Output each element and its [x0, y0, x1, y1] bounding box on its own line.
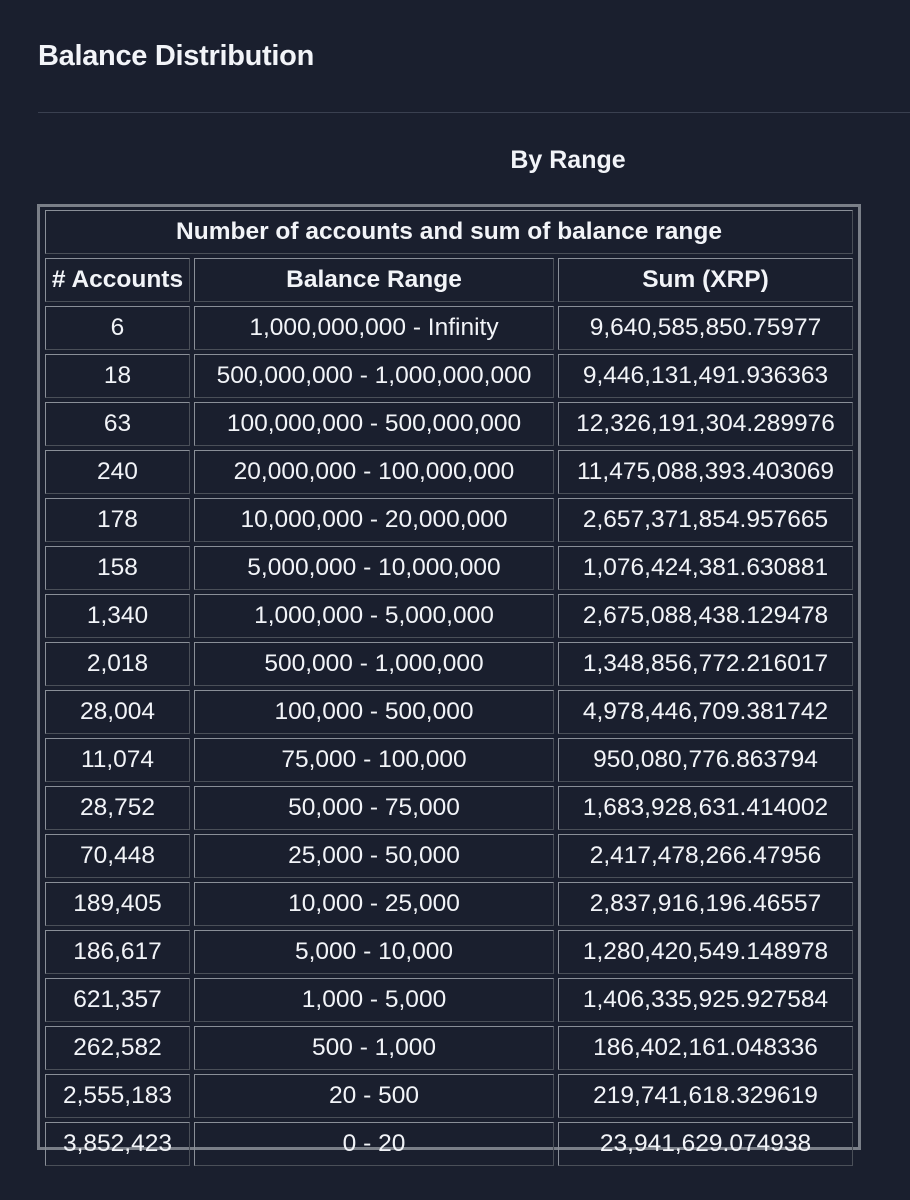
table-row [45, 978, 853, 1022]
column-header-accounts: # Accounts [45, 258, 190, 302]
cell-balance-range: 25,000 - 50,000 [194, 834, 554, 878]
table-row [45, 1074, 853, 1118]
section-title: By Range [510, 146, 626, 174]
column-header-balance-range: Balance Range [194, 258, 554, 302]
cell-balance-range: 5,000 - 10,000 [194, 930, 554, 974]
cell-balance-range: 5,000,000 - 10,000,000 [194, 546, 554, 590]
cell-balance-range: 1,000 - 5,000 [194, 978, 554, 1022]
cell-balance-range: 100,000 - 500,000 [194, 690, 554, 734]
cell-accounts: 28,752 [45, 786, 190, 830]
table-row [45, 882, 853, 926]
cell-sum: 1,076,424,381.630881 [558, 546, 853, 590]
cell-sum: 9,640,585,850.75977 [558, 306, 853, 350]
cell-accounts: 63 [45, 402, 190, 446]
page-title: Balance Distribution [38, 40, 314, 72]
cell-accounts: 2,555,183 [45, 1074, 190, 1118]
table-row [45, 402, 853, 446]
cell-sum: 9,446,131,491.936363 [558, 354, 853, 398]
table-row [45, 738, 853, 782]
table-row [45, 642, 853, 686]
table-row [45, 834, 853, 878]
cell-accounts: 240 [45, 450, 190, 494]
table-row [45, 546, 853, 590]
cell-sum: 11,475,088,393.403069 [558, 450, 853, 494]
cell-balance-range: 500 - 1,000 [194, 1026, 554, 1070]
title-divider [38, 112, 910, 113]
table-caption: Number of accounts and sum of balance range [45, 210, 853, 254]
cell-accounts: 70,448 [45, 834, 190, 878]
cell-sum: 1,348,856,772.216017 [558, 642, 853, 686]
table-caption-row [45, 210, 853, 254]
table-row [45, 786, 853, 830]
cell-balance-range: 10,000,000 - 20,000,000 [194, 498, 554, 542]
cell-balance-range: 1,000,000 - 5,000,000 [194, 594, 554, 638]
cell-accounts: 621,357 [45, 978, 190, 1022]
cell-balance-range: 50,000 - 75,000 [194, 786, 554, 830]
balance-distribution-table [37, 204, 861, 1157]
cell-balance-range: 20 - 500 [194, 1074, 554, 1118]
cell-accounts: 3,852,423 [45, 1122, 190, 1166]
cell-balance-range: 100,000,000 - 500,000,000 [194, 402, 554, 446]
cell-sum: 2,675,088,438.129478 [558, 594, 853, 638]
cell-accounts: 158 [45, 546, 190, 590]
table-row [45, 1026, 853, 1070]
table-row [45, 1122, 853, 1166]
cell-sum: 2,657,371,854.957665 [558, 498, 853, 542]
table-row [45, 498, 853, 542]
cell-accounts: 2,018 [45, 642, 190, 686]
cell-accounts: 6 [45, 306, 190, 350]
table-row [45, 690, 853, 734]
cell-accounts: 11,074 [45, 738, 190, 782]
table-row [45, 450, 853, 494]
cell-sum: 23,941,629.074938 [558, 1122, 853, 1166]
table-body [45, 306, 853, 1166]
cell-balance-range: 1,000,000,000 - Infinity [194, 306, 554, 350]
table-row [45, 354, 853, 398]
cell-balance-range: 500,000,000 - 1,000,000,000 [194, 354, 554, 398]
cell-sum: 950,080,776.863794 [558, 738, 853, 782]
column-header-sum: Sum (XRP) [558, 258, 853, 302]
table-row [45, 930, 853, 974]
cell-balance-range: 10,000 - 25,000 [194, 882, 554, 926]
table-row [45, 594, 853, 638]
cell-sum: 186,402,161.048336 [558, 1026, 853, 1070]
cell-balance-range: 75,000 - 100,000 [194, 738, 554, 782]
cell-accounts: 189,405 [45, 882, 190, 926]
cell-sum: 1,406,335,925.927584 [558, 978, 853, 1022]
table-row [45, 306, 853, 350]
cell-sum: 219,741,618.329619 [558, 1074, 853, 1118]
cell-sum: 12,326,191,304.289976 [558, 402, 853, 446]
cell-sum: 1,683,928,631.414002 [558, 786, 853, 830]
cell-accounts: 262,582 [45, 1026, 190, 1070]
cell-accounts: 28,004 [45, 690, 190, 734]
cell-accounts: 186,617 [45, 930, 190, 974]
cell-balance-range: 20,000,000 - 100,000,000 [194, 450, 554, 494]
cell-accounts: 18 [45, 354, 190, 398]
cell-sum: 1,280,420,549.148978 [558, 930, 853, 974]
cell-sum: 2,837,916,196.46557 [558, 882, 853, 926]
cell-accounts: 178 [45, 498, 190, 542]
cell-balance-range: 500,000 - 1,000,000 [194, 642, 554, 686]
cell-sum: 4,978,446,709.381742 [558, 690, 853, 734]
cell-sum: 2,417,478,266.47956 [558, 834, 853, 878]
table-header-row [45, 258, 853, 302]
cell-balance-range: 0 - 20 [194, 1122, 554, 1166]
distribution-table [41, 206, 857, 1170]
cell-accounts: 1,340 [45, 594, 190, 638]
